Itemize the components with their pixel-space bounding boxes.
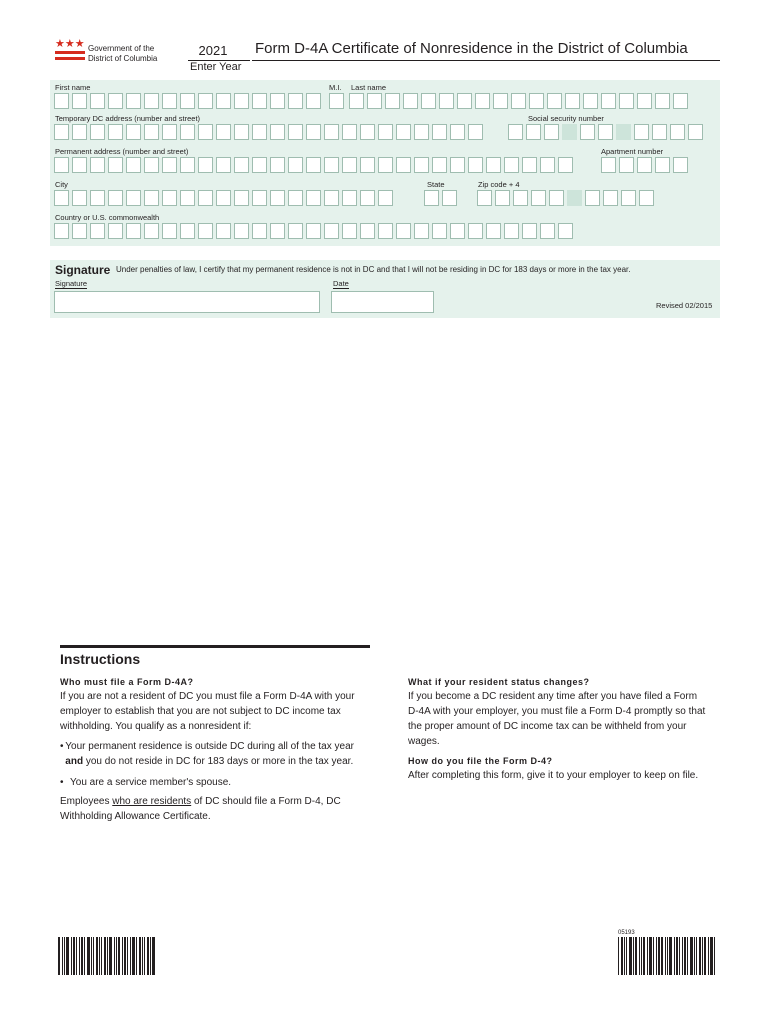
revised-date: Revised 02/2015 bbox=[656, 301, 713, 310]
char-box[interactable] bbox=[342, 157, 357, 173]
instructions-left-column bbox=[60, 677, 372, 824]
char-box[interactable] bbox=[531, 190, 546, 206]
char-box[interactable] bbox=[522, 223, 537, 239]
form-code: 05193 bbox=[618, 930, 635, 936]
char-box[interactable] bbox=[270, 93, 285, 109]
first-name-input[interactable] bbox=[54, 93, 321, 109]
char-box[interactable] bbox=[549, 190, 564, 206]
char-box[interactable] bbox=[540, 223, 555, 239]
last-name-label: Last name bbox=[351, 83, 387, 92]
char-box[interactable] bbox=[652, 124, 667, 140]
barcode-bar bbox=[107, 937, 108, 975]
char-box[interactable] bbox=[495, 190, 510, 206]
note-text-part: of DC should file a Form D-4, DC Withholding Allowance Certificate. bbox=[60, 796, 341, 822]
char-box[interactable] bbox=[324, 124, 339, 140]
char-box[interactable] bbox=[288, 157, 303, 173]
barcode-bar bbox=[93, 937, 94, 975]
barcode-bar bbox=[130, 937, 131, 975]
barcode-bar bbox=[682, 937, 683, 975]
char-box[interactable] bbox=[450, 124, 465, 140]
question-status-changes: What if your resident status changes? bbox=[408, 677, 590, 687]
signature-label: Signature bbox=[55, 279, 88, 288]
barcode-bar bbox=[142, 937, 143, 975]
employees-note bbox=[60, 794, 372, 824]
char-box[interactable] bbox=[421, 93, 436, 109]
char-box[interactable] bbox=[526, 124, 541, 140]
barcode-left bbox=[58, 937, 157, 975]
separator-cell bbox=[616, 124, 631, 140]
note-text-part: Employees bbox=[60, 796, 113, 807]
barcode-bar bbox=[618, 937, 619, 975]
barcode-bar bbox=[626, 937, 627, 975]
char-box[interactable] bbox=[544, 124, 559, 140]
barcode-bar bbox=[118, 937, 120, 975]
char-box[interactable] bbox=[144, 190, 159, 206]
date-input[interactable] bbox=[331, 291, 434, 313]
char-box[interactable] bbox=[180, 157, 195, 173]
char-box[interactable] bbox=[558, 157, 573, 173]
temp-address-label: Temporary DC address (number and street) bbox=[55, 114, 201, 123]
barcode-bar bbox=[710, 937, 713, 975]
barcode-bar bbox=[66, 937, 69, 975]
char-box[interactable] bbox=[162, 190, 177, 206]
separator-cell bbox=[562, 124, 577, 140]
char-box[interactable] bbox=[162, 223, 177, 239]
char-box[interactable] bbox=[90, 124, 105, 140]
barcode-bar bbox=[679, 937, 680, 975]
barcode-bar bbox=[647, 937, 648, 975]
char-box[interactable] bbox=[126, 190, 141, 206]
char-box[interactable] bbox=[252, 223, 267, 239]
char-box[interactable] bbox=[126, 124, 141, 140]
char-box[interactable] bbox=[603, 190, 618, 206]
char-box[interactable] bbox=[360, 157, 375, 173]
certification-text: Under penalties of law, I certify that my permanent residence is not in DC and that I will not be residing in DC for 183 days or more in the tax year. bbox=[116, 265, 631, 274]
char-box[interactable] bbox=[450, 223, 465, 239]
barcode-bar bbox=[653, 937, 654, 975]
char-box[interactable] bbox=[324, 223, 339, 239]
barcode-bar bbox=[76, 937, 77, 975]
char-box[interactable] bbox=[508, 124, 523, 140]
barcode-bar bbox=[104, 937, 106, 975]
char-box[interactable] bbox=[547, 93, 562, 109]
char-box[interactable] bbox=[90, 190, 105, 206]
char-box[interactable] bbox=[360, 124, 375, 140]
form-title: Form D-4A Certificate of Nonresidence in the District of Columbia bbox=[255, 40, 688, 57]
char-box[interactable] bbox=[360, 223, 375, 239]
barcode-bar bbox=[139, 937, 141, 975]
bullet-item bbox=[60, 775, 372, 790]
char-box[interactable] bbox=[234, 223, 249, 239]
char-box[interactable] bbox=[270, 190, 285, 206]
char-box[interactable] bbox=[601, 157, 616, 173]
barcode-bar bbox=[127, 937, 128, 975]
char-box[interactable] bbox=[72, 124, 87, 140]
char-box[interactable] bbox=[504, 157, 519, 173]
char-box[interactable] bbox=[585, 190, 600, 206]
char-box[interactable] bbox=[144, 157, 159, 173]
char-box[interactable] bbox=[216, 190, 231, 206]
barcode-bar bbox=[81, 937, 83, 975]
barcode-bar bbox=[714, 937, 715, 975]
char-box[interactable] bbox=[126, 157, 141, 173]
char-box[interactable] bbox=[234, 190, 249, 206]
char-box[interactable] bbox=[414, 157, 429, 173]
char-box[interactable] bbox=[216, 157, 231, 173]
barcode-bar bbox=[73, 937, 75, 975]
char-box[interactable] bbox=[619, 93, 634, 109]
char-box[interactable] bbox=[216, 93, 231, 109]
flag-bar bbox=[55, 51, 85, 54]
char-box[interactable] bbox=[234, 93, 249, 109]
char-box[interactable] bbox=[306, 157, 321, 173]
char-box[interactable] bbox=[126, 223, 141, 239]
first-name-label: First name bbox=[55, 83, 91, 92]
char-box[interactable] bbox=[306, 223, 321, 239]
char-box[interactable] bbox=[670, 124, 685, 140]
barcode-bar bbox=[58, 937, 60, 975]
char-box[interactable] bbox=[601, 93, 616, 109]
barcode-bar bbox=[633, 937, 634, 975]
char-box[interactable] bbox=[198, 93, 213, 109]
char-box[interactable] bbox=[540, 157, 555, 173]
char-box[interactable] bbox=[72, 190, 87, 206]
char-box[interactable] bbox=[90, 93, 105, 109]
char-box[interactable] bbox=[378, 190, 393, 206]
agency-line-2: District of Columbia bbox=[88, 54, 158, 63]
barcode-bar bbox=[99, 937, 100, 975]
char-box[interactable] bbox=[477, 190, 492, 206]
barcode-bar bbox=[136, 937, 137, 975]
char-box[interactable] bbox=[450, 157, 465, 173]
barcode-bar bbox=[116, 937, 117, 975]
barcode-bar bbox=[621, 937, 623, 975]
char-box[interactable] bbox=[424, 190, 439, 206]
char-box[interactable] bbox=[493, 93, 508, 109]
barcode-bar bbox=[629, 937, 632, 975]
char-box[interactable] bbox=[329, 93, 344, 109]
country-label: Country or U.S. commonwealth bbox=[55, 213, 160, 222]
barcode-bar bbox=[696, 937, 697, 975]
char-box[interactable] bbox=[162, 93, 177, 109]
bullet-icon: • bbox=[60, 777, 64, 788]
char-box[interactable] bbox=[234, 124, 249, 140]
char-box[interactable] bbox=[306, 93, 321, 109]
title-rule bbox=[252, 60, 720, 61]
char-box[interactable] bbox=[396, 157, 411, 173]
temp-address-input[interactable] bbox=[54, 124, 483, 140]
barcode-bar bbox=[87, 937, 90, 975]
char-box[interactable] bbox=[72, 223, 87, 239]
barcode-bar bbox=[656, 937, 657, 975]
status-changes-text: If you become a DC resident any time after you have filed a Form D-4A with your employer, you must file a Form D-4 promptly so that the proper amount of DC income tax can be withheld from your wages. bbox=[408, 691, 706, 747]
barcode-bar bbox=[144, 937, 145, 975]
char-box[interactable] bbox=[439, 93, 454, 109]
barcode-bar bbox=[101, 937, 102, 975]
bullet-icon: • bbox=[60, 741, 64, 752]
agency-line-1: Government of the bbox=[88, 44, 155, 53]
char-box[interactable] bbox=[288, 124, 303, 140]
barcode-bar bbox=[152, 937, 155, 975]
bullet-text-part: Your permanent residence is outside DC during all of the tax year bbox=[65, 741, 354, 752]
char-box[interactable] bbox=[162, 157, 177, 173]
char-box[interactable] bbox=[396, 124, 411, 140]
state-label: State bbox=[427, 180, 445, 189]
char-box[interactable] bbox=[688, 124, 703, 140]
char-box[interactable] bbox=[198, 124, 213, 140]
flag-stars-icon: ★★★ bbox=[55, 38, 85, 50]
barcode-bar bbox=[635, 937, 637, 975]
perm-address-input[interactable] bbox=[54, 157, 573, 173]
char-box[interactable] bbox=[432, 223, 447, 239]
barcode-right bbox=[618, 937, 717, 975]
separator-cell bbox=[567, 190, 582, 206]
barcode-bar bbox=[667, 937, 668, 975]
ssn-cells[interactable] bbox=[508, 124, 703, 140]
char-box[interactable] bbox=[126, 93, 141, 109]
date-label: Date bbox=[333, 279, 349, 288]
char-box[interactable] bbox=[513, 190, 528, 206]
char-box[interactable] bbox=[378, 223, 393, 239]
char-box[interactable] bbox=[306, 124, 321, 140]
char-box[interactable] bbox=[457, 93, 472, 109]
char-box[interactable] bbox=[306, 190, 321, 206]
char-box[interactable] bbox=[180, 93, 195, 109]
barcode-bar bbox=[669, 937, 672, 975]
barcode-bar bbox=[132, 937, 135, 975]
state-input[interactable] bbox=[424, 190, 457, 206]
bullet-text: You are a service member's spouse. bbox=[70, 777, 232, 788]
barcode-bar bbox=[639, 937, 640, 975]
last-name-input[interactable] bbox=[349, 93, 688, 109]
barcode-bar bbox=[150, 937, 151, 975]
char-box[interactable] bbox=[72, 93, 87, 109]
char-box[interactable] bbox=[216, 124, 231, 140]
barcode-bar bbox=[64, 937, 65, 975]
char-box[interactable] bbox=[468, 223, 483, 239]
barcode-bar bbox=[687, 937, 688, 975]
barcode-bar bbox=[649, 937, 652, 975]
char-box[interactable] bbox=[565, 93, 580, 109]
char-box[interactable] bbox=[432, 124, 447, 140]
char-box[interactable] bbox=[324, 190, 339, 206]
barcode-bar bbox=[124, 937, 126, 975]
char-box[interactable] bbox=[580, 124, 595, 140]
ssn-label: Social security number bbox=[528, 114, 604, 123]
question-how-to-file: How do you file the Form D-4? bbox=[408, 756, 553, 766]
barcode-bar bbox=[91, 937, 92, 975]
char-box[interactable] bbox=[342, 223, 357, 239]
flag-bar bbox=[55, 57, 85, 60]
mi-label: M.I. bbox=[329, 83, 342, 92]
char-box[interactable] bbox=[673, 93, 688, 109]
char-box[interactable] bbox=[432, 157, 447, 173]
char-box[interactable] bbox=[378, 157, 393, 173]
char-box[interactable] bbox=[598, 124, 613, 140]
char-box[interactable] bbox=[180, 190, 195, 206]
char-box[interactable] bbox=[396, 223, 411, 239]
char-box[interactable] bbox=[385, 93, 400, 109]
char-box[interactable] bbox=[90, 157, 105, 173]
char-box[interactable] bbox=[252, 157, 267, 173]
char-box[interactable] bbox=[486, 223, 501, 239]
bullet-text bbox=[65, 739, 372, 769]
agency-name bbox=[88, 44, 157, 64]
char-box[interactable] bbox=[442, 190, 457, 206]
ssn-input[interactable] bbox=[508, 124, 703, 140]
barcode-bar bbox=[624, 937, 625, 975]
char-box[interactable] bbox=[216, 223, 231, 239]
char-box[interactable] bbox=[54, 157, 69, 173]
char-box[interactable] bbox=[504, 223, 519, 239]
char-box[interactable] bbox=[288, 93, 303, 109]
char-box[interactable] bbox=[475, 93, 490, 109]
char-box[interactable] bbox=[270, 223, 285, 239]
barcode-bar bbox=[71, 937, 72, 975]
barcode-bar bbox=[84, 937, 85, 975]
char-box[interactable] bbox=[108, 124, 123, 140]
char-box[interactable] bbox=[162, 124, 177, 140]
signature-heading: Signature bbox=[55, 263, 111, 277]
char-box[interactable] bbox=[360, 190, 375, 206]
char-box[interactable] bbox=[529, 93, 544, 109]
char-box[interactable] bbox=[144, 93, 159, 109]
char-box[interactable] bbox=[414, 223, 429, 239]
char-box[interactable] bbox=[180, 223, 195, 239]
char-box[interactable] bbox=[198, 157, 213, 173]
char-box[interactable] bbox=[54, 223, 69, 239]
barcode-bar bbox=[690, 937, 693, 975]
barcode-bar bbox=[665, 937, 666, 975]
apartment-label: Apartment number bbox=[601, 147, 664, 156]
barcode-bar bbox=[79, 937, 80, 975]
dc-flag-logo bbox=[55, 40, 85, 66]
barcode-bar bbox=[641, 937, 642, 975]
char-box[interactable] bbox=[522, 157, 537, 173]
char-box[interactable] bbox=[637, 157, 652, 173]
char-box[interactable] bbox=[252, 190, 267, 206]
char-box[interactable] bbox=[558, 223, 573, 239]
char-box[interactable] bbox=[108, 93, 123, 109]
barcode-bar bbox=[699, 937, 701, 975]
zip-label: Zip code + 4 bbox=[478, 180, 520, 189]
barcode-bar bbox=[658, 937, 660, 975]
char-box[interactable] bbox=[367, 93, 382, 109]
char-box[interactable] bbox=[342, 124, 357, 140]
year-field[interactable]: 2021 bbox=[198, 43, 228, 58]
char-box[interactable] bbox=[198, 190, 213, 206]
char-box[interactable] bbox=[583, 93, 598, 109]
char-box[interactable] bbox=[403, 93, 418, 109]
barcode-bar bbox=[62, 937, 63, 975]
who-must-file-text: If you are not a resident of DC you must file a Form D-4A with your employer to establish that you are not subject to DC income tax withholding. You qualify as a nonresident if: bbox=[60, 691, 355, 732]
char-box[interactable] bbox=[252, 124, 267, 140]
char-box[interactable] bbox=[621, 190, 636, 206]
barcode-bar bbox=[96, 937, 98, 975]
barcode-bar bbox=[643, 937, 645, 975]
barcode-bar bbox=[109, 937, 112, 975]
country-input[interactable] bbox=[54, 223, 573, 239]
barcode-bar bbox=[122, 937, 123, 975]
char-box[interactable] bbox=[639, 190, 654, 206]
barcode-bar bbox=[676, 937, 678, 975]
instructions-heading: Instructions bbox=[60, 651, 141, 667]
char-box[interactable] bbox=[180, 124, 195, 140]
barcode-bar bbox=[147, 937, 149, 975]
char-box[interactable] bbox=[198, 223, 213, 239]
barcode-bar bbox=[661, 937, 663, 975]
char-box[interactable] bbox=[270, 124, 285, 140]
barcode-bar bbox=[674, 937, 675, 975]
barcode-bar bbox=[708, 937, 709, 975]
signature-input[interactable] bbox=[54, 291, 320, 313]
barcode-bar bbox=[704, 937, 706, 975]
char-box[interactable] bbox=[252, 93, 267, 109]
char-box[interactable] bbox=[468, 124, 483, 140]
char-box[interactable] bbox=[655, 157, 670, 173]
char-box[interactable] bbox=[486, 157, 501, 173]
instructions-rule bbox=[60, 645, 370, 648]
char-box[interactable] bbox=[378, 124, 393, 140]
instructions-right-column bbox=[408, 677, 708, 783]
char-box[interactable] bbox=[349, 93, 364, 109]
char-box[interactable] bbox=[342, 190, 357, 206]
char-box[interactable] bbox=[673, 157, 688, 173]
apartment-input[interactable] bbox=[601, 157, 688, 173]
char-box[interactable] bbox=[414, 124, 429, 140]
enter-year-label: Enter Year bbox=[190, 61, 242, 73]
char-box[interactable] bbox=[108, 223, 123, 239]
char-box[interactable] bbox=[468, 157, 483, 173]
city-input[interactable] bbox=[54, 190, 393, 206]
char-box[interactable] bbox=[72, 157, 87, 173]
char-box[interactable] bbox=[108, 157, 123, 173]
char-box[interactable] bbox=[637, 93, 652, 109]
char-box[interactable] bbox=[324, 157, 339, 173]
bullet-text-part: you do not reside in DC for 183 days or more in the tax year. bbox=[83, 756, 354, 767]
char-box[interactable] bbox=[144, 124, 159, 140]
how-to-file-text: After completing this form, give it to your employer to keep on file. bbox=[408, 770, 699, 781]
char-box[interactable] bbox=[90, 223, 105, 239]
mi-input[interactable] bbox=[329, 93, 344, 109]
barcode-bar bbox=[684, 937, 686, 975]
note-underlined: who are residents bbox=[112, 796, 192, 807]
question-who-must-file: Who must file a Form D-4A? bbox=[60, 677, 194, 687]
char-box[interactable] bbox=[234, 157, 249, 173]
char-box[interactable] bbox=[54, 124, 69, 140]
char-box[interactable] bbox=[54, 190, 69, 206]
city-label: City bbox=[55, 180, 68, 189]
char-box[interactable] bbox=[288, 223, 303, 239]
char-box[interactable] bbox=[288, 190, 303, 206]
bullet-item bbox=[60, 739, 372, 769]
char-box[interactable] bbox=[655, 93, 670, 109]
char-box[interactable] bbox=[144, 223, 159, 239]
char-box[interactable] bbox=[619, 157, 634, 173]
barcode-bar bbox=[114, 937, 115, 975]
zip-input[interactable] bbox=[477, 190, 654, 206]
char-box[interactable] bbox=[634, 124, 649, 140]
bullet-emphasis: and bbox=[65, 756, 84, 767]
char-box[interactable] bbox=[511, 93, 526, 109]
perm-address-label: Permanent address (number and street) bbox=[55, 147, 189, 156]
char-box[interactable] bbox=[270, 157, 285, 173]
barcode-bar bbox=[694, 937, 695, 975]
char-box[interactable] bbox=[54, 93, 69, 109]
barcode-bar bbox=[702, 937, 703, 975]
char-box[interactable] bbox=[108, 190, 123, 206]
